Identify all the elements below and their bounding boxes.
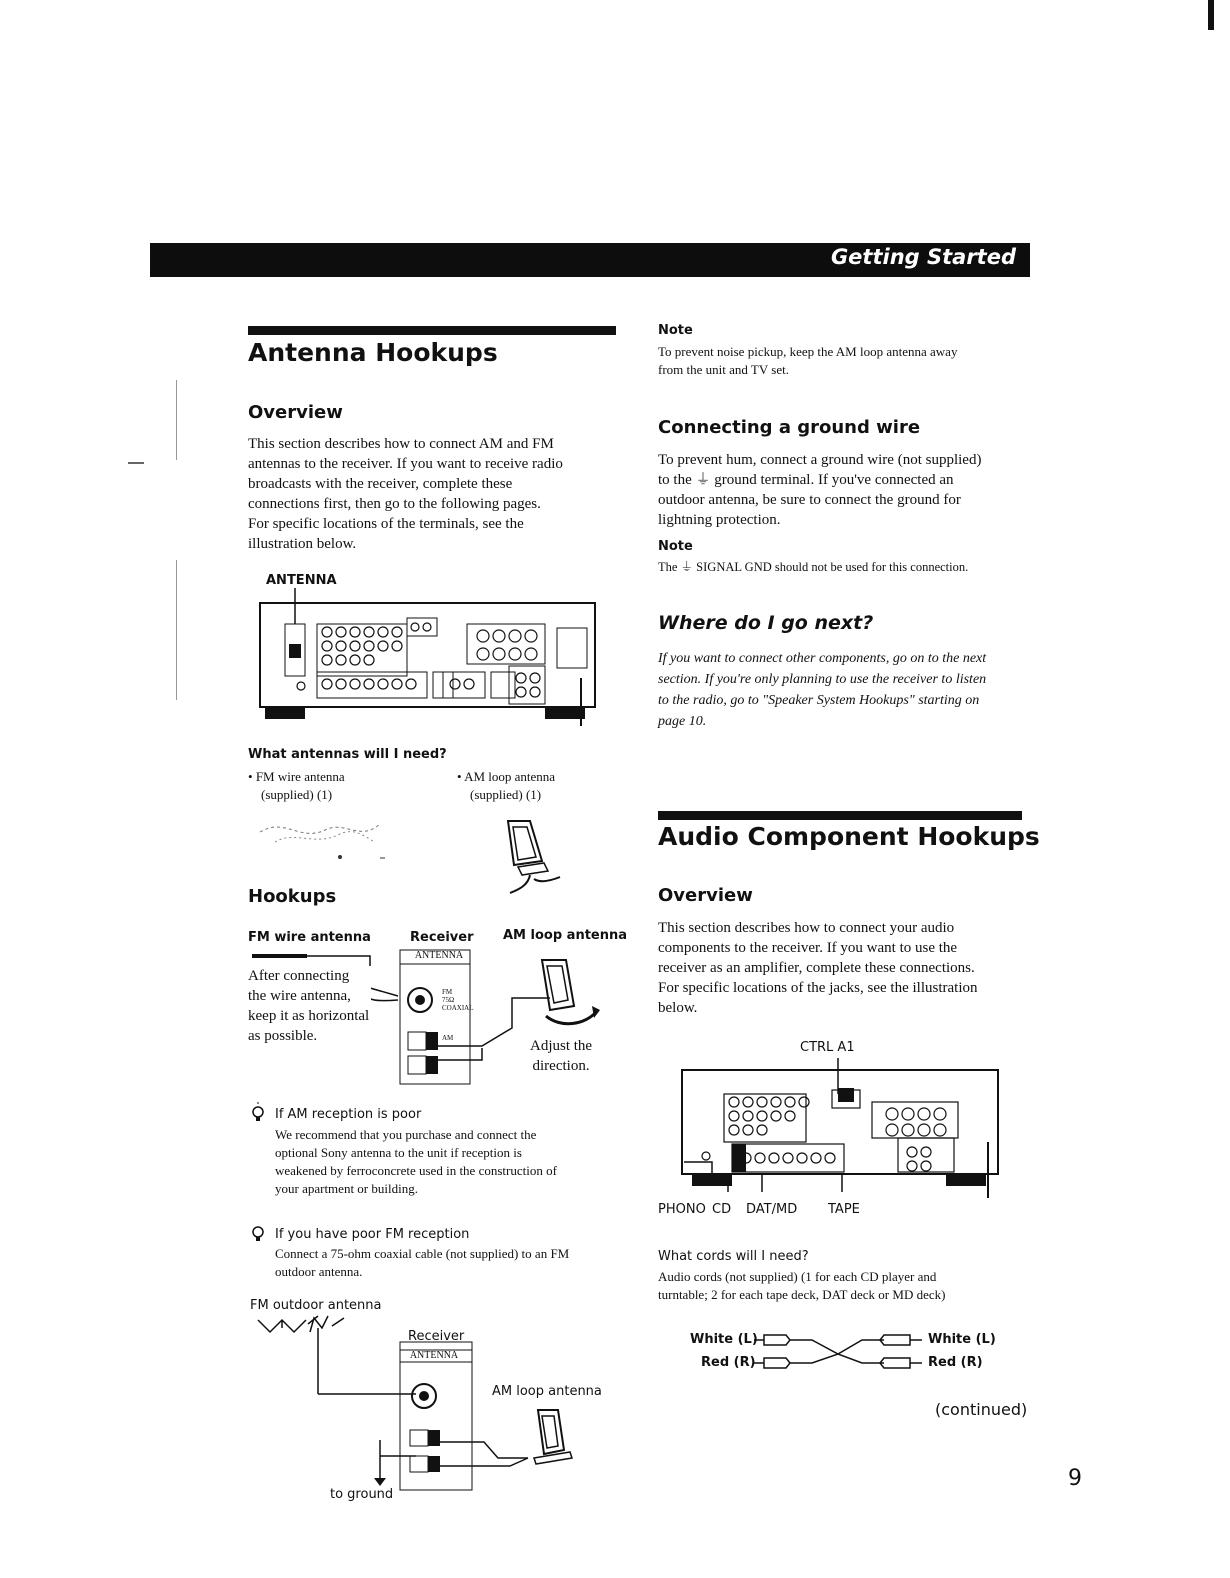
tip2-line: Connect a 75-ohm coaxial cable (not supplied) to an FM [275,1246,570,1261]
fm-wire-item-name: FM wire antenna [255,769,345,784]
adjust-line: Adjust the [530,1038,593,1054]
ctrl-a1-label: CTRL A1 [800,1040,855,1055]
margin-mark [128,462,144,464]
adjust-line: direction. [532,1058,590,1074]
antenna-label: ANTENNA [266,573,337,588]
fm-outdoor-label: FM outdoor antenna [250,1298,382,1313]
jack-label-dat-md: DAT/MD [746,1202,798,1217]
cords-heading: What cords will I need? [658,1249,809,1264]
fm-wire-antenna-icon [255,812,385,862]
after-line: the wire antenna, [248,988,351,1004]
margin-mark [176,560,177,700]
adjust-direction-text [530,1036,592,1076]
hookups-heading: Hookups [248,886,337,907]
overview-line: For specific locations of the terminals, see the [248,516,524,532]
audio-overview-line: This section describes how to connect your audio [658,920,955,936]
antennas-need-heading: What antennas will I need? [248,747,447,762]
jack-label-cd: CD [712,1202,732,1217]
next-text [658,648,986,732]
tip2-text [275,1245,569,1281]
tip2-heading: If you have poor FM reception [275,1227,470,1242]
red-right-label: Red (R) [928,1355,983,1370]
am-terminal-text: AM [442,1034,454,1042]
title-rule [248,326,616,335]
note2-heading: Note [658,539,693,554]
audio-overview-heading: Overview [658,885,753,906]
am-loop-item-name: AM loop antenna [464,769,556,784]
tip-bulb-icon [250,1224,270,1246]
overview-line: broadcasts with the receiver, complete these [248,476,513,492]
note1-line: To prevent noise pickup, keep the AM loop antenna away [658,344,958,359]
next-heading: Where do I go next? [658,612,874,634]
next-line: to the radio, go to "Speaker System Hookups" starting on [658,693,980,708]
overview-line: illustration below. [248,536,357,552]
jack-label-tape: TAPE [828,1202,860,1217]
am-loop-antenna-icon [500,815,570,900]
cords-text [658,1268,945,1304]
tip1-line: weakened by ferroconcrete used in the construction of [275,1163,557,1178]
hookup-diagram-outdoor [258,1318,578,1494]
fm-terminal-text: FM 75Ω COAXIAL [442,988,474,1012]
ground-line: lightning protection. [658,512,781,528]
tip1-line: your apartment or building. [275,1181,418,1196]
audio-overview-text [658,918,1028,1018]
ground-line: To prevent hum, connect a ground wire (not supplied) [658,452,982,468]
tip2-line: outdoor antenna. [275,1264,363,1279]
margin-mark [176,380,177,460]
receiver-rear-illustration [255,588,600,733]
receiver-rear-jacks-illustration [662,1058,1002,1203]
audio-overview-line: receiver as an amplifier, complete these connections. [658,960,975,976]
after-line: After connecting [248,968,350,984]
ground-heading: Connecting a ground wire [658,417,921,438]
after-line: as possible. [248,1028,318,1044]
note2-text: The ⏚ SIGNAL GND should not be used for this connection. [658,560,969,574]
section-title: Getting Started [830,245,1016,269]
cords-line: Audio cords (not supplied) (1 for each CD player and [658,1269,937,1284]
red-left-label: Red (R) [701,1355,756,1370]
next-line: If you want to connect other components, go on to the next [658,651,987,666]
tip1-text [275,1126,557,1198]
audio-overview-line: components to the receiver. If you want to use the [658,940,958,956]
ground-line: outdoor antenna, be sure to connect the ground for [658,492,961,508]
jack-label-phono: PHONO [658,1202,706,1217]
tip1-line: We recommend that you purchase and connect the [275,1127,537,1142]
audio-title: Audio Component Hookups [658,822,1040,851]
audio-overview-line: For specific locations of the jacks, see the illustration [658,980,978,996]
page-title: Antenna Hookups [248,338,498,367]
fm-wire-item: • FM wire antenna (supplied) (1) [248,769,345,802]
audio-cord-illustration [752,1330,924,1374]
am-loop-item: • AM loop antenna (supplied) (1) [457,769,556,802]
ground-text [658,450,1028,530]
note1-line: from the unit and TV set. [658,362,789,377]
am-loop-label: AM loop antenna [503,928,628,943]
after-connecting-text [248,966,371,1046]
section-banner [150,243,1030,277]
overview-heading: Overview [248,402,343,423]
to-ground-label: to ground [330,1487,394,1502]
receiver-label: Receiver [410,930,474,945]
note1-text [658,343,957,379]
overview-text [248,434,618,554]
tip-bulb-icon [250,1104,270,1126]
ground-line: to the ⏚ ground terminal. If you've connected an [658,472,954,488]
cords-line: turntable; 2 for each tape deck, DAT deck or MD deck) [658,1287,946,1302]
receiver-label-2: Receiver [408,1329,465,1344]
fm-wire-label: FM wire antenna [248,930,371,945]
corner-mark [1208,0,1214,30]
am-loop-label-2: AM loop antenna [492,1384,602,1399]
next-line: section. If you're only planning to use the receiver to listen [658,672,987,687]
tip1-heading: If AM reception is poor [275,1107,422,1122]
page-number: 9 [1068,1466,1082,1491]
after-line: keep it as horizontal [248,1008,370,1024]
antenna-panel-text-2: ANTENNA [409,1350,459,1361]
audio-title-rule [658,811,1022,820]
white-right-label: White (L) [928,1332,996,1347]
white-left-label: White (L) [690,1332,758,1347]
next-line: page 10. [658,714,707,729]
continued-label: (continued) [935,1400,1028,1419]
antenna-panel-text: ANTENNA [414,950,464,961]
am-loop-item-qty: (supplied) (1) [470,787,542,802]
overview-line: antennas to the receiver. If you want to receive radio [248,456,563,472]
overview-line: This section describes how to connect AM and FM [248,436,554,452]
fm-wire-item-qty: (supplied) (1) [261,787,333,802]
tip1-line: optional Sony antenna to the unit if reception is [275,1145,522,1160]
audio-overview-line: below. [658,1000,698,1016]
overview-line: connections first, then go to the following pages. [248,496,541,512]
note1-heading: Note [658,323,693,338]
